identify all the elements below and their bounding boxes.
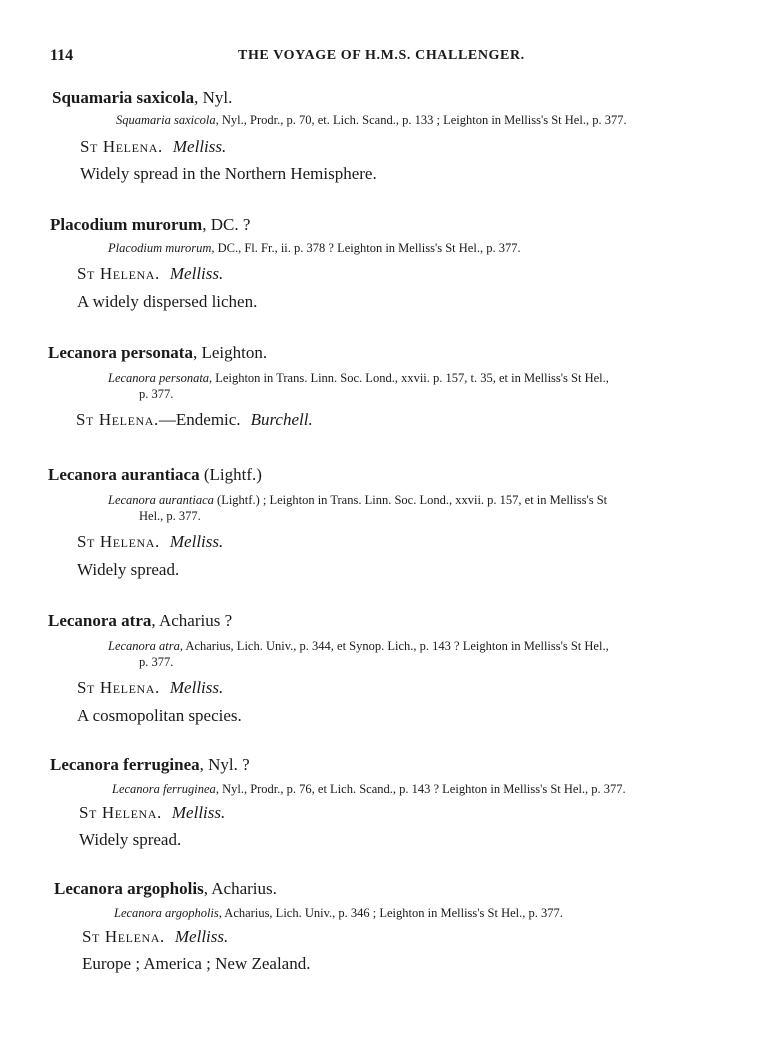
locality: St Helena.	[80, 137, 163, 156]
citation-name: Squamaria saxicola	[116, 113, 216, 127]
citation	[108, 240, 561, 256]
citation-text: , Acharius, Lich. Univ., p. 346 ; Leighton in Melliss's St Hel., p. 377.	[218, 906, 563, 920]
species-heading	[48, 343, 267, 363]
species-heading	[50, 755, 250, 775]
citation-name: Lecanora atra	[108, 639, 180, 653]
species-name: Placodium murorum	[50, 215, 203, 234]
distribution: A widely dispersed lichen.	[77, 292, 258, 311]
collector: Melliss.	[174, 927, 229, 946]
species-name: Lecanora atra	[48, 611, 152, 630]
species-heading	[54, 879, 277, 899]
species-authority: , Acharius.	[203, 879, 277, 898]
species-authority: , Nyl.	[194, 88, 233, 107]
citation-continuation: p. 377.	[139, 387, 174, 401]
distribution: Europe ; America ; New Zealand.	[82, 954, 311, 973]
collector: Melliss.	[169, 678, 224, 697]
locality: St Helena.	[77, 264, 160, 283]
collector: Burchell.	[250, 410, 313, 429]
collector: Melliss.	[169, 264, 224, 283]
citation	[108, 638, 776, 670]
species-name: Lecanora argopholis	[54, 879, 204, 898]
citation-continuation: Hel., p. 377.	[139, 509, 201, 523]
locality: St Helena.	[82, 927, 165, 946]
species-name: Lecanora ferruginea	[50, 755, 200, 774]
species-authority: , Acharius ?	[151, 611, 233, 630]
collector: Melliss.	[169, 532, 224, 551]
page-number: 114	[50, 47, 74, 64]
citation	[112, 781, 666, 797]
citation-continuation: p. 377.	[139, 655, 174, 669]
citation-text: , DC., Fl. Fr., ii. p. 378 ? Leighton in Melliss's St Hel., p. 377.	[211, 241, 521, 255]
species-authority: , DC. ?	[202, 215, 251, 234]
citation	[108, 492, 776, 524]
locality-line	[77, 532, 223, 552]
collector: Melliss.	[171, 803, 226, 822]
citation-text: (Lightf.) ; Leighton in Trans. Linn. Soc. Lond., xxvii. p. 157, et in Melliss's St	[213, 493, 608, 507]
locality-line	[77, 678, 223, 698]
running-header	[0, 47, 776, 69]
citation-text: , Nyl., Prodr., p. 70, et. Lich. Scand., p. 133 ; Leighton in Melliss's St Hel., p. 377.	[215, 113, 627, 127]
citation	[108, 370, 776, 402]
endemic-note: —Endemic.	[158, 410, 241, 429]
distribution: A cosmopolitan species.	[77, 706, 242, 725]
collector: Melliss.	[172, 137, 227, 156]
species-heading	[50, 215, 250, 235]
distribution: Widely spread.	[79, 830, 182, 849]
locality-line	[79, 803, 225, 823]
species-authority: , Leighton.	[192, 343, 268, 362]
species-authority: (Lightf.)	[199, 465, 262, 484]
citation-name: Placodium murorum	[108, 241, 212, 255]
locality-line	[76, 410, 313, 430]
locality: St Helena.	[77, 532, 160, 551]
species-heading	[48, 465, 262, 485]
running-title: THE VOYAGE OF H.M.S. CHALLENGER.	[238, 48, 525, 63]
species-name: Lecanora aurantiaca	[48, 465, 200, 484]
citation-name: Lecanora argopholis	[114, 906, 219, 920]
citation-name: Lecanora personata	[108, 371, 210, 385]
locality-line	[77, 264, 223, 284]
citation-text: , Leighton in Trans. Linn. Soc. Lond., xxvii. p. 157, t. 35, et in Melliss's St Hel.,	[209, 371, 609, 385]
locality: St Helena.	[79, 803, 162, 822]
species-authority: , Nyl. ?	[199, 755, 250, 774]
locality-line	[82, 927, 228, 947]
citation	[114, 905, 603, 921]
locality: St Helena.	[76, 410, 159, 429]
citation-text: , Nyl., Prodr., p. 76, et Lich. Scand., p. 143 ? Leighton in Melliss's St Hel., p. 377.	[215, 782, 626, 796]
species-name: Squamaria saxicola	[52, 88, 195, 107]
citation	[116, 112, 667, 128]
locality: St Helena.	[77, 678, 160, 697]
species-heading	[52, 88, 232, 108]
locality-line	[80, 137, 226, 157]
distribution: Widely spread.	[77, 560, 180, 579]
citation-text: , Acharius, Lich. Univ., p. 344, et Synop. Lich., p. 143 ? Leighton in Melliss's St Hel.,	[179, 639, 609, 653]
citation-name: Lecanora ferruginea	[112, 782, 216, 796]
citation-name: Lecanora aurantiaca	[108, 493, 214, 507]
species-heading	[48, 611, 232, 631]
distribution: Widely spread in the Northern Hemisphere.	[80, 164, 377, 183]
species-name: Lecanora personata	[48, 343, 193, 362]
